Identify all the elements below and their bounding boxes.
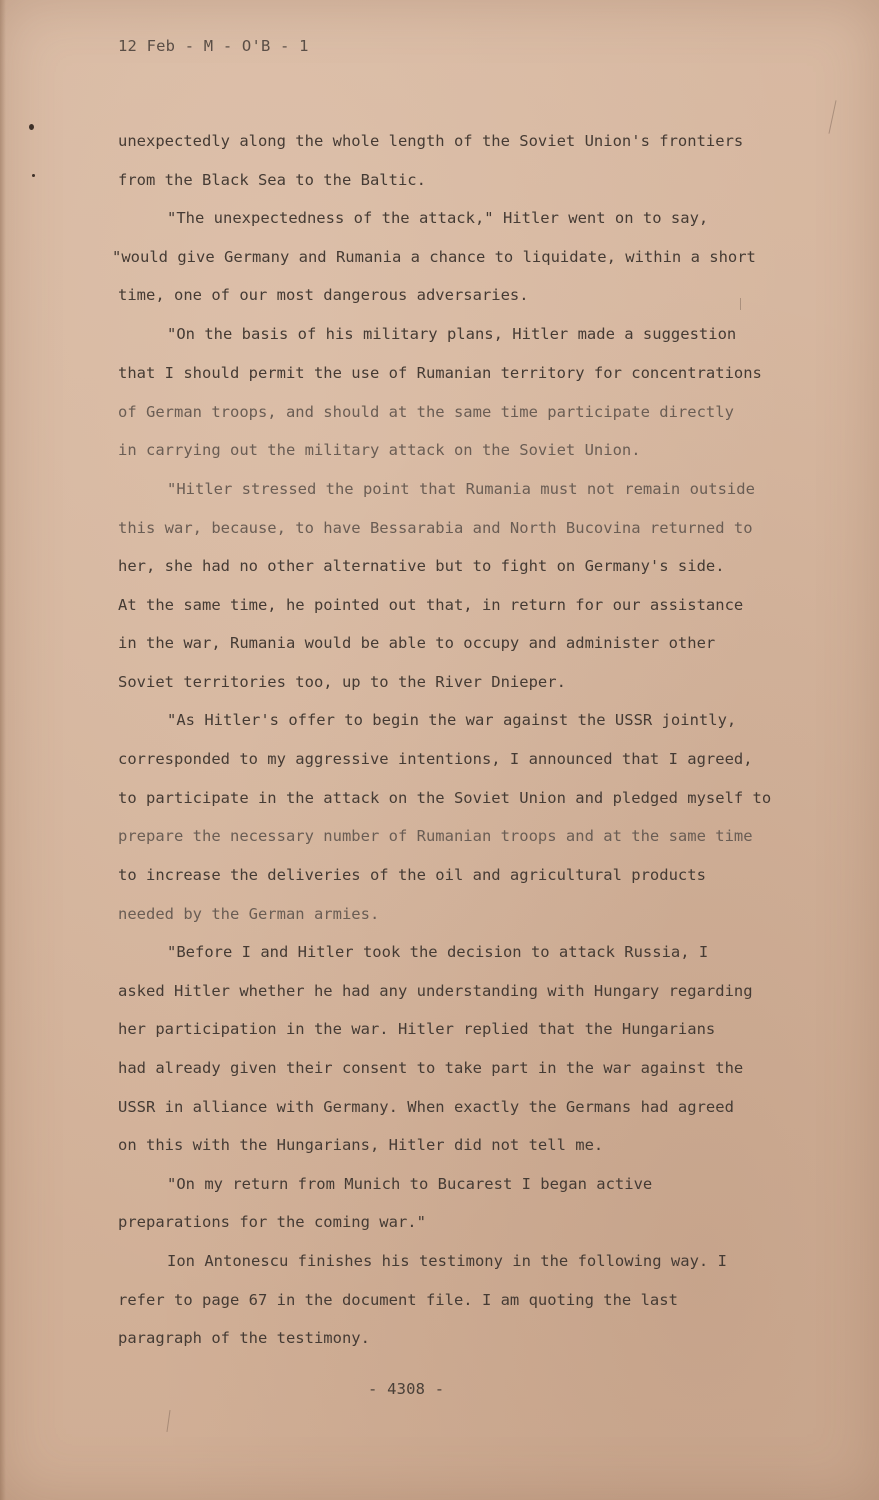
text-line: her, she had no other alternative but to fight on Germany's side. <box>118 557 725 575</box>
text-line: to participate in the attack on the Soviet Union and pledged myself to <box>118 789 772 807</box>
text-line: refer to page 67 in the document file. I am quoting the last <box>118 1291 678 1309</box>
text-line: prepare the necessary number of Rumanian troops and at the same time <box>118 827 753 845</box>
text-line: needed by the German armies. <box>118 905 380 923</box>
text-line: Soviet territories too, up to the River Dnieper. <box>118 673 566 691</box>
text-line: "would give Germany and Rumania a chance to liquidate, within a short <box>112 248 756 266</box>
text-line: At the same time, he pointed out that, in return for our assistance <box>118 596 744 614</box>
text-line: "On the basis of his military plans, Hitler made a suggestion <box>167 325 737 343</box>
ink-dot <box>32 174 35 177</box>
paper-scratch <box>828 100 836 133</box>
text-line: "Before I and Hitler took the decision to attack Russia, I <box>167 943 709 961</box>
text-line: on this with the Hungarians, Hitler did not tell me. <box>118 1136 604 1154</box>
text-line: to increase the deliveries of the oil and agricultural products <box>118 866 706 884</box>
text-line: "On my return from Munich to Bucarest I began active <box>167 1175 653 1193</box>
text-line: preparations for the coming war." <box>118 1213 426 1231</box>
text-line: corresponded to my aggressive intentions, I announced that I agreed, <box>118 750 753 768</box>
text-line: of German troops, and should at the same time participate directly <box>118 403 734 421</box>
header-reference: 12 Feb - M - O'B - 1 <box>118 37 309 55</box>
paper-scratch <box>166 1410 170 1432</box>
text-line: from the Black Sea to the Baltic. <box>118 171 426 189</box>
text-line: asked Hitler whether he had any understanding with Hungary regarding <box>118 982 753 1000</box>
text-line: "As Hitler's offer to begin the war against the USSR jointly, <box>167 711 737 729</box>
text-line: unexpectedly along the whole length of the Soviet Union's frontiers <box>118 132 744 150</box>
paper-scratch <box>740 298 741 310</box>
text-line: time, one of our most dangerous adversaries. <box>118 286 529 304</box>
text-line: USSR in alliance with Germany. When exactly the Germans had agreed <box>118 1098 734 1116</box>
text-line: in the war, Rumania would be able to occupy and administer other <box>118 634 716 652</box>
text-line: this war, because, to have Bessarabia and North Bucovina returned to <box>118 519 753 537</box>
text-line: Ion Antonescu finishes his testimony in the following way. I <box>167 1252 727 1270</box>
text-line: in carrying out the military attack on the Soviet Union. <box>118 441 641 459</box>
text-line: "Hitler stressed the point that Rumania must not remain outside <box>167 480 755 498</box>
text-line: had already given their consent to take part in the war against the <box>118 1059 744 1077</box>
page-edge-shadow <box>0 0 6 1500</box>
page-number: - 4308 - <box>368 1380 445 1398</box>
text-line: "The unexpectedness of the attack," Hitler went on to say, <box>167 209 709 227</box>
text-line: paragraph of the testimony. <box>118 1329 370 1347</box>
text-line: her participation in the war. Hitler replied that the Hungarians <box>118 1020 716 1038</box>
ink-dot <box>29 124 34 130</box>
text-line: that I should permit the use of Rumanian territory for concentrations <box>118 364 762 382</box>
